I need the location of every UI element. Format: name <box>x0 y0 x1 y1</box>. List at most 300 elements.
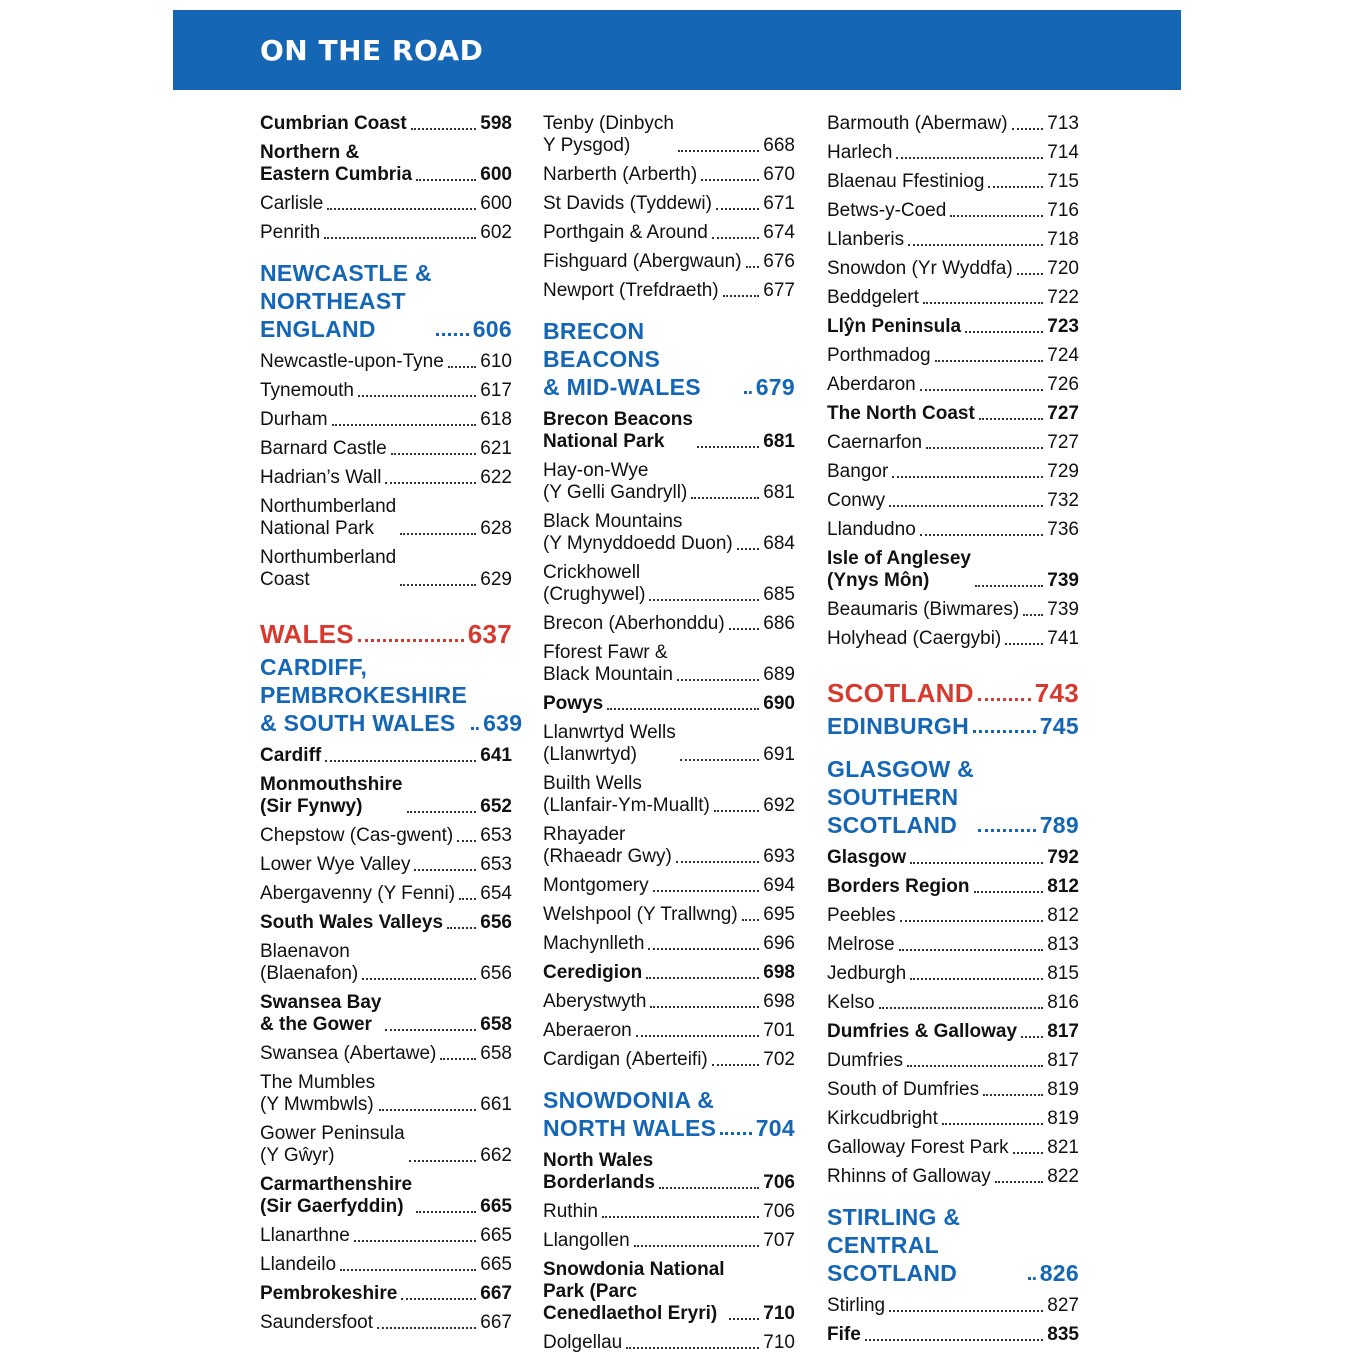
dot-leader <box>340 1269 476 1271</box>
toc-entry <box>543 1259 795 1325</box>
dot-leader <box>653 890 760 892</box>
toc-entry-label: Northumberland Coast <box>260 547 397 590</box>
toc-entry-label: Snowdonia National Park (Parc Cenedlaethol Eryri) <box>543 1259 725 1324</box>
toc-entry <box>827 142 1079 164</box>
page-header <box>173 10 1181 90</box>
dot-leader <box>716 208 759 210</box>
toc-entry-label: GLASGOW & SOUTHERN SCOTLAND <box>827 756 975 838</box>
toc-entry-page: 706 <box>763 1172 795 1193</box>
toc-entry <box>543 251 795 273</box>
dot-leader <box>362 978 476 980</box>
dot-leader <box>908 244 1043 246</box>
toc-entry-page: 816 <box>1047 992 1079 1013</box>
toc-entry-page: 726 <box>1047 374 1079 395</box>
dot-leader <box>899 949 1044 951</box>
toc-entry-label: Llandeilo <box>260 1254 337 1275</box>
dot-leader <box>385 1029 476 1031</box>
toc-entry-label: Carmarthenshire (Sir Gaerfyddin) <box>260 1174 413 1217</box>
dot-leader <box>1005 643 1043 645</box>
toc-entry-label: SCOTLAND <box>827 678 974 708</box>
toc-entry-label: CARDIFF, PEMBROKESHIRE & SOUTH WALES <box>260 654 468 736</box>
dot-leader <box>1028 1277 1036 1280</box>
toc-entry <box>260 467 512 489</box>
toc-entry-page: 695 <box>763 904 795 925</box>
dot-leader <box>742 919 760 921</box>
dot-leader <box>377 1327 476 1329</box>
toc-entry-label: Stirling <box>827 1295 886 1316</box>
toc-entry-page: 637 <box>467 619 512 649</box>
toc-entry-page: 600 <box>480 164 512 185</box>
dot-leader <box>889 1310 1043 1312</box>
toc-entry-page: 741 <box>1047 628 1079 649</box>
toc-entry <box>543 642 795 686</box>
toc-entry <box>827 934 1079 956</box>
toc-entry <box>543 875 795 897</box>
toc-column-2 <box>543 113 795 1361</box>
dot-leader <box>900 920 1044 922</box>
toc-entry-label: Black Mountains (Y Mynyddoedd Duon) <box>543 511 733 554</box>
toc-entry-label: Brecon (Aberhonddu) <box>543 613 725 634</box>
toc-entry <box>827 1137 1079 1159</box>
dot-leader <box>327 208 476 210</box>
toc-entry-label: Caernarfon <box>827 432 923 453</box>
dot-leader <box>676 861 759 863</box>
toc-entry-label: Aberaeron <box>543 1020 632 1041</box>
toc-entry-label: Saundersfoot <box>260 1312 374 1333</box>
toc-entry <box>543 280 795 302</box>
dot-leader <box>896 157 1043 159</box>
dot-leader <box>626 1347 759 1349</box>
toc-entry <box>827 1021 1079 1043</box>
toc-entry-page: 720 <box>1047 258 1079 279</box>
toc-entry-page: 819 <box>1047 1108 1079 1129</box>
dot-leader <box>401 1298 476 1300</box>
dot-leader <box>942 1123 1043 1125</box>
toc-entry <box>543 773 795 817</box>
toc-entry-page: 641 <box>480 745 512 766</box>
toc-entry-page: 689 <box>763 664 795 685</box>
toc-entry <box>260 825 512 847</box>
dot-leader <box>712 1064 760 1066</box>
toc-entry-label: Powys <box>543 693 604 714</box>
toc-entry-page: 821 <box>1047 1137 1079 1158</box>
dot-leader <box>636 1035 760 1037</box>
toc-column-3 <box>827 113 1079 1353</box>
dot-leader <box>744 391 752 394</box>
dot-leader <box>720 1132 751 1135</box>
toc-entry-label: Abergavenny (Y Fenni) <box>260 883 456 904</box>
toc-entry-label: Welshpool (Y Trallwng) <box>543 904 738 925</box>
toc-entry <box>827 287 1079 309</box>
toc-entry-page: 827 <box>1047 1295 1079 1316</box>
toc-section-heading <box>260 259 512 343</box>
toc-entry-label: Swansea Bay & the Gower <box>260 992 382 1035</box>
toc-entry-page: 732 <box>1047 490 1079 511</box>
dot-leader <box>879 1007 1044 1009</box>
toc-entry-page: 661 <box>480 1094 512 1115</box>
toc-entry <box>260 380 512 402</box>
toc-entry <box>260 222 512 244</box>
toc-entry <box>827 628 1079 650</box>
toc-entry-label: Dumfries <box>827 1050 904 1071</box>
toc-entry <box>260 409 512 431</box>
toc-entry <box>260 1225 512 1247</box>
toc-entry-page: 698 <box>763 962 795 983</box>
toc-entry <box>827 519 1079 541</box>
toc-entry-page: 658 <box>480 1043 512 1064</box>
toc-entry <box>260 992 512 1036</box>
toc-entry <box>260 113 512 135</box>
toc-entry-label: Fishguard (Abergwaun) <box>543 251 742 272</box>
dot-leader <box>471 727 479 730</box>
toc-entry-label: Narberth (Arberth) <box>543 164 698 185</box>
toc-entry-label: Jedburgh <box>827 963 907 984</box>
toc-entry-label: Rhayader (Rhaeadr Gwy) <box>543 824 672 867</box>
toc-entry-label: Hadrian’s Wall <box>260 467 382 488</box>
toc-entry <box>543 1201 795 1223</box>
toc-entry-label: Llŷn Peninsula <box>827 316 962 337</box>
toc-entry <box>827 1108 1079 1130</box>
toc-entry-label: Beddgelert <box>827 287 919 308</box>
toc-entry <box>260 1254 512 1276</box>
toc-entry-page: 662 <box>480 1145 512 1166</box>
toc-entry <box>260 941 512 985</box>
toc-entry <box>543 164 795 186</box>
toc-entry-label: Newcastle-upon-Tyne <box>260 351 444 372</box>
toc-entry-label: Crickhowell (Crughywel) <box>543 562 646 605</box>
toc-entry-label: Pembrokeshire <box>260 1283 398 1304</box>
dot-leader <box>354 1240 477 1242</box>
toc-entry-page: 835 <box>1047 1324 1079 1345</box>
toc-entry-page: 714 <box>1047 142 1079 163</box>
dot-leader <box>978 698 1031 701</box>
toc-entry <box>827 113 1079 135</box>
toc-entry <box>543 991 795 1013</box>
toc-entry-page: 694 <box>763 875 795 896</box>
toc-entry-label: The North Coast <box>827 403 975 424</box>
dot-leader <box>910 978 1043 980</box>
toc-entry-page: 639 <box>483 710 523 736</box>
toc-entry <box>543 1150 795 1194</box>
toc-entry-page: 817 <box>1047 1021 1079 1042</box>
toc-entry-label: SNOWDONIA & NORTH WALES <box>543 1087 717 1141</box>
dot-leader <box>457 840 476 842</box>
toc-entry-page: 681 <box>763 482 795 503</box>
toc-entry-label: BRECON BEACONS & MID-WALES <box>543 318 701 400</box>
dot-leader <box>910 862 1043 864</box>
dot-leader <box>697 446 759 448</box>
toc-entry <box>260 774 512 818</box>
toc-entry-page: 729 <box>1047 461 1079 482</box>
toc-entry <box>827 1166 1079 1188</box>
toc-entry-page: 679 <box>755 374 795 400</box>
toc-entry <box>827 200 1079 222</box>
toc-entry-label: Fforest Fawr & Black Mountain <box>543 642 673 685</box>
toc-entry-label: North Wales Borderlands <box>543 1150 655 1193</box>
toc-entry-label: Chepstow (Cas-gwent) <box>260 825 454 846</box>
dot-leader <box>907 1065 1043 1067</box>
toc-entry-page: 621 <box>480 438 512 459</box>
dot-leader <box>988 186 1043 188</box>
toc-entry-page: 629 <box>480 569 512 590</box>
toc-entry-page: 706 <box>763 1201 795 1222</box>
toc-column-1 <box>260 113 523 1341</box>
toc-section-heading <box>543 1086 795 1142</box>
toc-entry <box>543 613 795 635</box>
dot-leader <box>411 128 477 130</box>
toc-entry <box>543 562 795 606</box>
toc-entry-page: 692 <box>763 795 795 816</box>
toc-entry-page: 710 <box>763 1303 795 1324</box>
dot-leader <box>324 237 476 239</box>
dot-leader <box>379 1109 476 1111</box>
toc-entry-label: Newport (Trefdraeth) <box>543 280 719 301</box>
toc-entry-page: 727 <box>1047 403 1079 424</box>
toc-entry-label: Galloway Forest Park <box>827 1137 1009 1158</box>
toc-entry-page: 718 <box>1047 229 1079 250</box>
dot-leader <box>332 424 477 426</box>
toc-entry-label: Porthgain & Around <box>543 222 708 243</box>
toc-entry-page: 792 <box>1047 847 1079 868</box>
toc-entry-page: 606 <box>472 316 512 342</box>
toc-section-heading <box>827 1203 1079 1287</box>
dot-leader <box>926 447 1043 449</box>
toc-entry-label: Machynlleth <box>543 933 645 954</box>
dot-leader <box>865 1339 1044 1341</box>
toc-entry <box>827 461 1079 483</box>
toc-section-heading <box>260 619 512 649</box>
dot-leader <box>649 599 759 601</box>
dot-leader <box>436 333 469 336</box>
dot-leader <box>650 1006 759 1008</box>
toc-entry <box>260 854 512 876</box>
toc-entry-page: 656 <box>480 912 512 933</box>
toc-entry-page: 653 <box>480 854 512 875</box>
dot-leader <box>416 1211 476 1213</box>
dot-leader <box>1013 1152 1044 1154</box>
dot-leader <box>714 810 759 812</box>
toc-entry-label: Bangor <box>827 461 889 482</box>
toc-entry-label: Durham <box>260 409 328 430</box>
dot-leader <box>1021 1036 1043 1038</box>
dot-leader <box>358 395 476 397</box>
toc-entry <box>260 547 512 591</box>
toc-entry <box>827 345 1079 367</box>
toc-entry-page: 739 <box>1047 570 1079 591</box>
toc-entry-page: 658 <box>480 1014 512 1035</box>
dot-leader <box>935 360 1044 362</box>
toc-entry-page: 822 <box>1047 1166 1079 1187</box>
toc-entry-label: South of Dumfries <box>827 1079 980 1100</box>
toc-entry-label: Montgomery <box>543 875 649 896</box>
toc-entry <box>827 403 1079 425</box>
dot-leader <box>607 708 759 710</box>
dot-leader <box>358 639 464 642</box>
toc-entry-label: NEWCASTLE & NORTHEAST ENGLAND <box>260 260 432 342</box>
dot-leader <box>400 584 476 586</box>
toc-entry-label: EDINBURGH <box>827 713 969 739</box>
toc-entry-page: 685 <box>763 584 795 605</box>
dot-leader <box>746 266 760 268</box>
toc-entry <box>260 1174 512 1218</box>
toc-entry-page: 665 <box>480 1254 512 1275</box>
toc-section-heading <box>827 712 1079 740</box>
toc-entry-page: 826 <box>1039 1260 1079 1286</box>
toc-entry-page: 676 <box>763 251 795 272</box>
dot-leader <box>983 1094 1043 1096</box>
toc-entry-label: Betws-y-Coed <box>827 200 947 221</box>
toc-entry-label: Cumbrian Coast <box>260 113 407 134</box>
toc-entry-label: Brecon Beacons National Park <box>543 409 693 452</box>
toc-entry <box>827 1324 1079 1346</box>
toc-entry-page: 670 <box>763 164 795 185</box>
dot-leader <box>975 585 1043 587</box>
toc-entry-label: Blaenavon (Blaenafon) <box>260 941 359 984</box>
dot-leader <box>646 977 759 979</box>
toc-entry-label: Isle of Anglesey (Ynys Môn) <box>827 548 971 591</box>
toc-section-heading <box>827 755 1079 839</box>
dot-leader <box>973 730 1036 733</box>
toc-entry <box>543 460 795 504</box>
toc-entry-page: 618 <box>480 409 512 430</box>
toc-entry-label: Ceredigion <box>543 962 643 983</box>
toc-entry-page: 610 <box>480 351 512 372</box>
toc-entry <box>260 1072 512 1116</box>
toc-entry-page: 652 <box>480 796 512 817</box>
toc-entry <box>827 1295 1079 1317</box>
toc-entry-label: Harlech <box>827 142 893 163</box>
toc-entry-page: 812 <box>1047 876 1079 897</box>
dot-leader <box>923 302 1043 304</box>
toc-entry-label: Conwy <box>827 490 886 511</box>
page-title: ON THE ROAD <box>260 34 484 67</box>
toc-entry-label: Dolgellau <box>543 1332 623 1353</box>
toc-entry-label: Llanarthne <box>260 1225 350 1246</box>
toc-entry-label: Holyhead (Caergybi) <box>827 628 1002 649</box>
dot-leader <box>1012 128 1044 130</box>
toc-entry-page: 693 <box>763 846 795 867</box>
toc-entry-page: 736 <box>1047 519 1079 540</box>
dot-leader <box>729 1318 760 1320</box>
toc-entry <box>543 1332 795 1354</box>
toc-entry-page: 701 <box>763 1020 795 1041</box>
toc-entry <box>260 1123 512 1167</box>
dot-leader <box>723 295 760 297</box>
dot-leader <box>414 869 476 871</box>
toc-entry-page: 654 <box>480 883 512 904</box>
toc-entry-label: WALES <box>260 619 354 649</box>
toc-entry-page: 723 <box>1047 316 1079 337</box>
dot-leader <box>416 179 476 181</box>
toc-entry-label: Llanwrtyd Wells (Llanwrtyd) <box>543 722 676 765</box>
toc-entry <box>543 722 795 766</box>
toc-entry-page: 667 <box>480 1312 512 1333</box>
toc-entry-page: 743 <box>1034 678 1079 708</box>
toc-entry-page: 722 <box>1047 287 1079 308</box>
toc-entry-page: 716 <box>1047 200 1079 221</box>
dot-leader <box>691 497 759 499</box>
toc-entry-label: Kirkcudbright <box>827 1108 938 1129</box>
toc-entry <box>827 374 1079 396</box>
dot-leader <box>1023 614 1043 616</box>
toc-section-heading <box>827 678 1079 708</box>
toc-entry-page: 681 <box>763 431 795 452</box>
dot-leader <box>659 1187 759 1189</box>
toc-entry-label: Cardigan (Aberteifi) <box>543 1049 708 1070</box>
dot-leader <box>1017 273 1044 275</box>
toc-entry <box>827 548 1079 592</box>
dot-leader <box>440 1058 476 1060</box>
toc-entry <box>260 142 512 186</box>
toc-entry-label: St Davids (Tyddewi) <box>543 193 712 214</box>
toc-entry-page: 724 <box>1047 345 1079 366</box>
toc-entry <box>260 351 512 373</box>
toc-entry <box>260 1043 512 1065</box>
toc-entry-label: Borders Region <box>827 876 970 897</box>
toc-entry <box>827 258 1079 280</box>
toc-entry-label: Llangollen <box>543 1230 630 1251</box>
dot-leader <box>920 389 1044 391</box>
toc-entry-label: Fife <box>827 1324 861 1345</box>
toc-entry <box>543 511 795 555</box>
toc-entry-label: STIRLING & CENTRAL SCOTLAND <box>827 1204 961 1286</box>
dot-leader <box>325 760 476 762</box>
toc-entry-label: Snowdon (Yr Wyddfa) <box>827 258 1013 279</box>
dot-leader <box>965 331 1043 333</box>
toc-entry <box>827 876 1079 898</box>
toc-entry-page: 600 <box>480 193 512 214</box>
toc-entry-page: 745 <box>1039 713 1079 739</box>
toc-entry-label: Llanberis <box>827 229 905 250</box>
toc-entry <box>260 1283 512 1305</box>
toc-entry <box>827 1079 1079 1101</box>
toc-entry <box>827 847 1079 869</box>
toc-section-heading <box>543 317 795 401</box>
toc-entry-label: Lower Wye Valley <box>260 854 411 875</box>
toc-entry-page: 665 <box>480 1225 512 1246</box>
dot-leader <box>400 533 476 535</box>
toc-entry-label: Penrith <box>260 222 321 243</box>
dot-leader <box>737 548 760 550</box>
dot-leader <box>407 811 477 813</box>
toc-entry-page: 691 <box>763 744 795 765</box>
dot-leader <box>459 898 476 900</box>
toc-entry-page: 813 <box>1047 934 1079 955</box>
toc-entry-page: 674 <box>763 222 795 243</box>
toc-entry-label: Dumfries & Galloway <box>827 1021 1018 1042</box>
toc-entry <box>543 1230 795 1252</box>
toc-entry <box>543 933 795 955</box>
dot-leader <box>978 829 1036 832</box>
toc-entry-page: 789 <box>1039 812 1079 838</box>
toc-entry-page: 739 <box>1047 599 1079 620</box>
dot-leader <box>892 476 1043 478</box>
toc-entry-page: 707 <box>763 1230 795 1251</box>
toc-entry <box>543 409 795 453</box>
dot-leader <box>920 534 1044 536</box>
toc-entry <box>260 496 512 540</box>
toc-entry-page: 686 <box>763 613 795 634</box>
toc-entry <box>827 432 1079 454</box>
toc-entry <box>543 222 795 244</box>
toc-entry-label: Barnard Castle <box>260 438 387 459</box>
toc-entry <box>827 992 1079 1014</box>
toc-entry-label: Monmouthshire (Sir Fynwy) <box>260 774 403 817</box>
dot-leader <box>602 1216 759 1218</box>
toc-entry <box>260 438 512 460</box>
dot-leader <box>385 482 476 484</box>
toc-entry <box>827 905 1079 927</box>
